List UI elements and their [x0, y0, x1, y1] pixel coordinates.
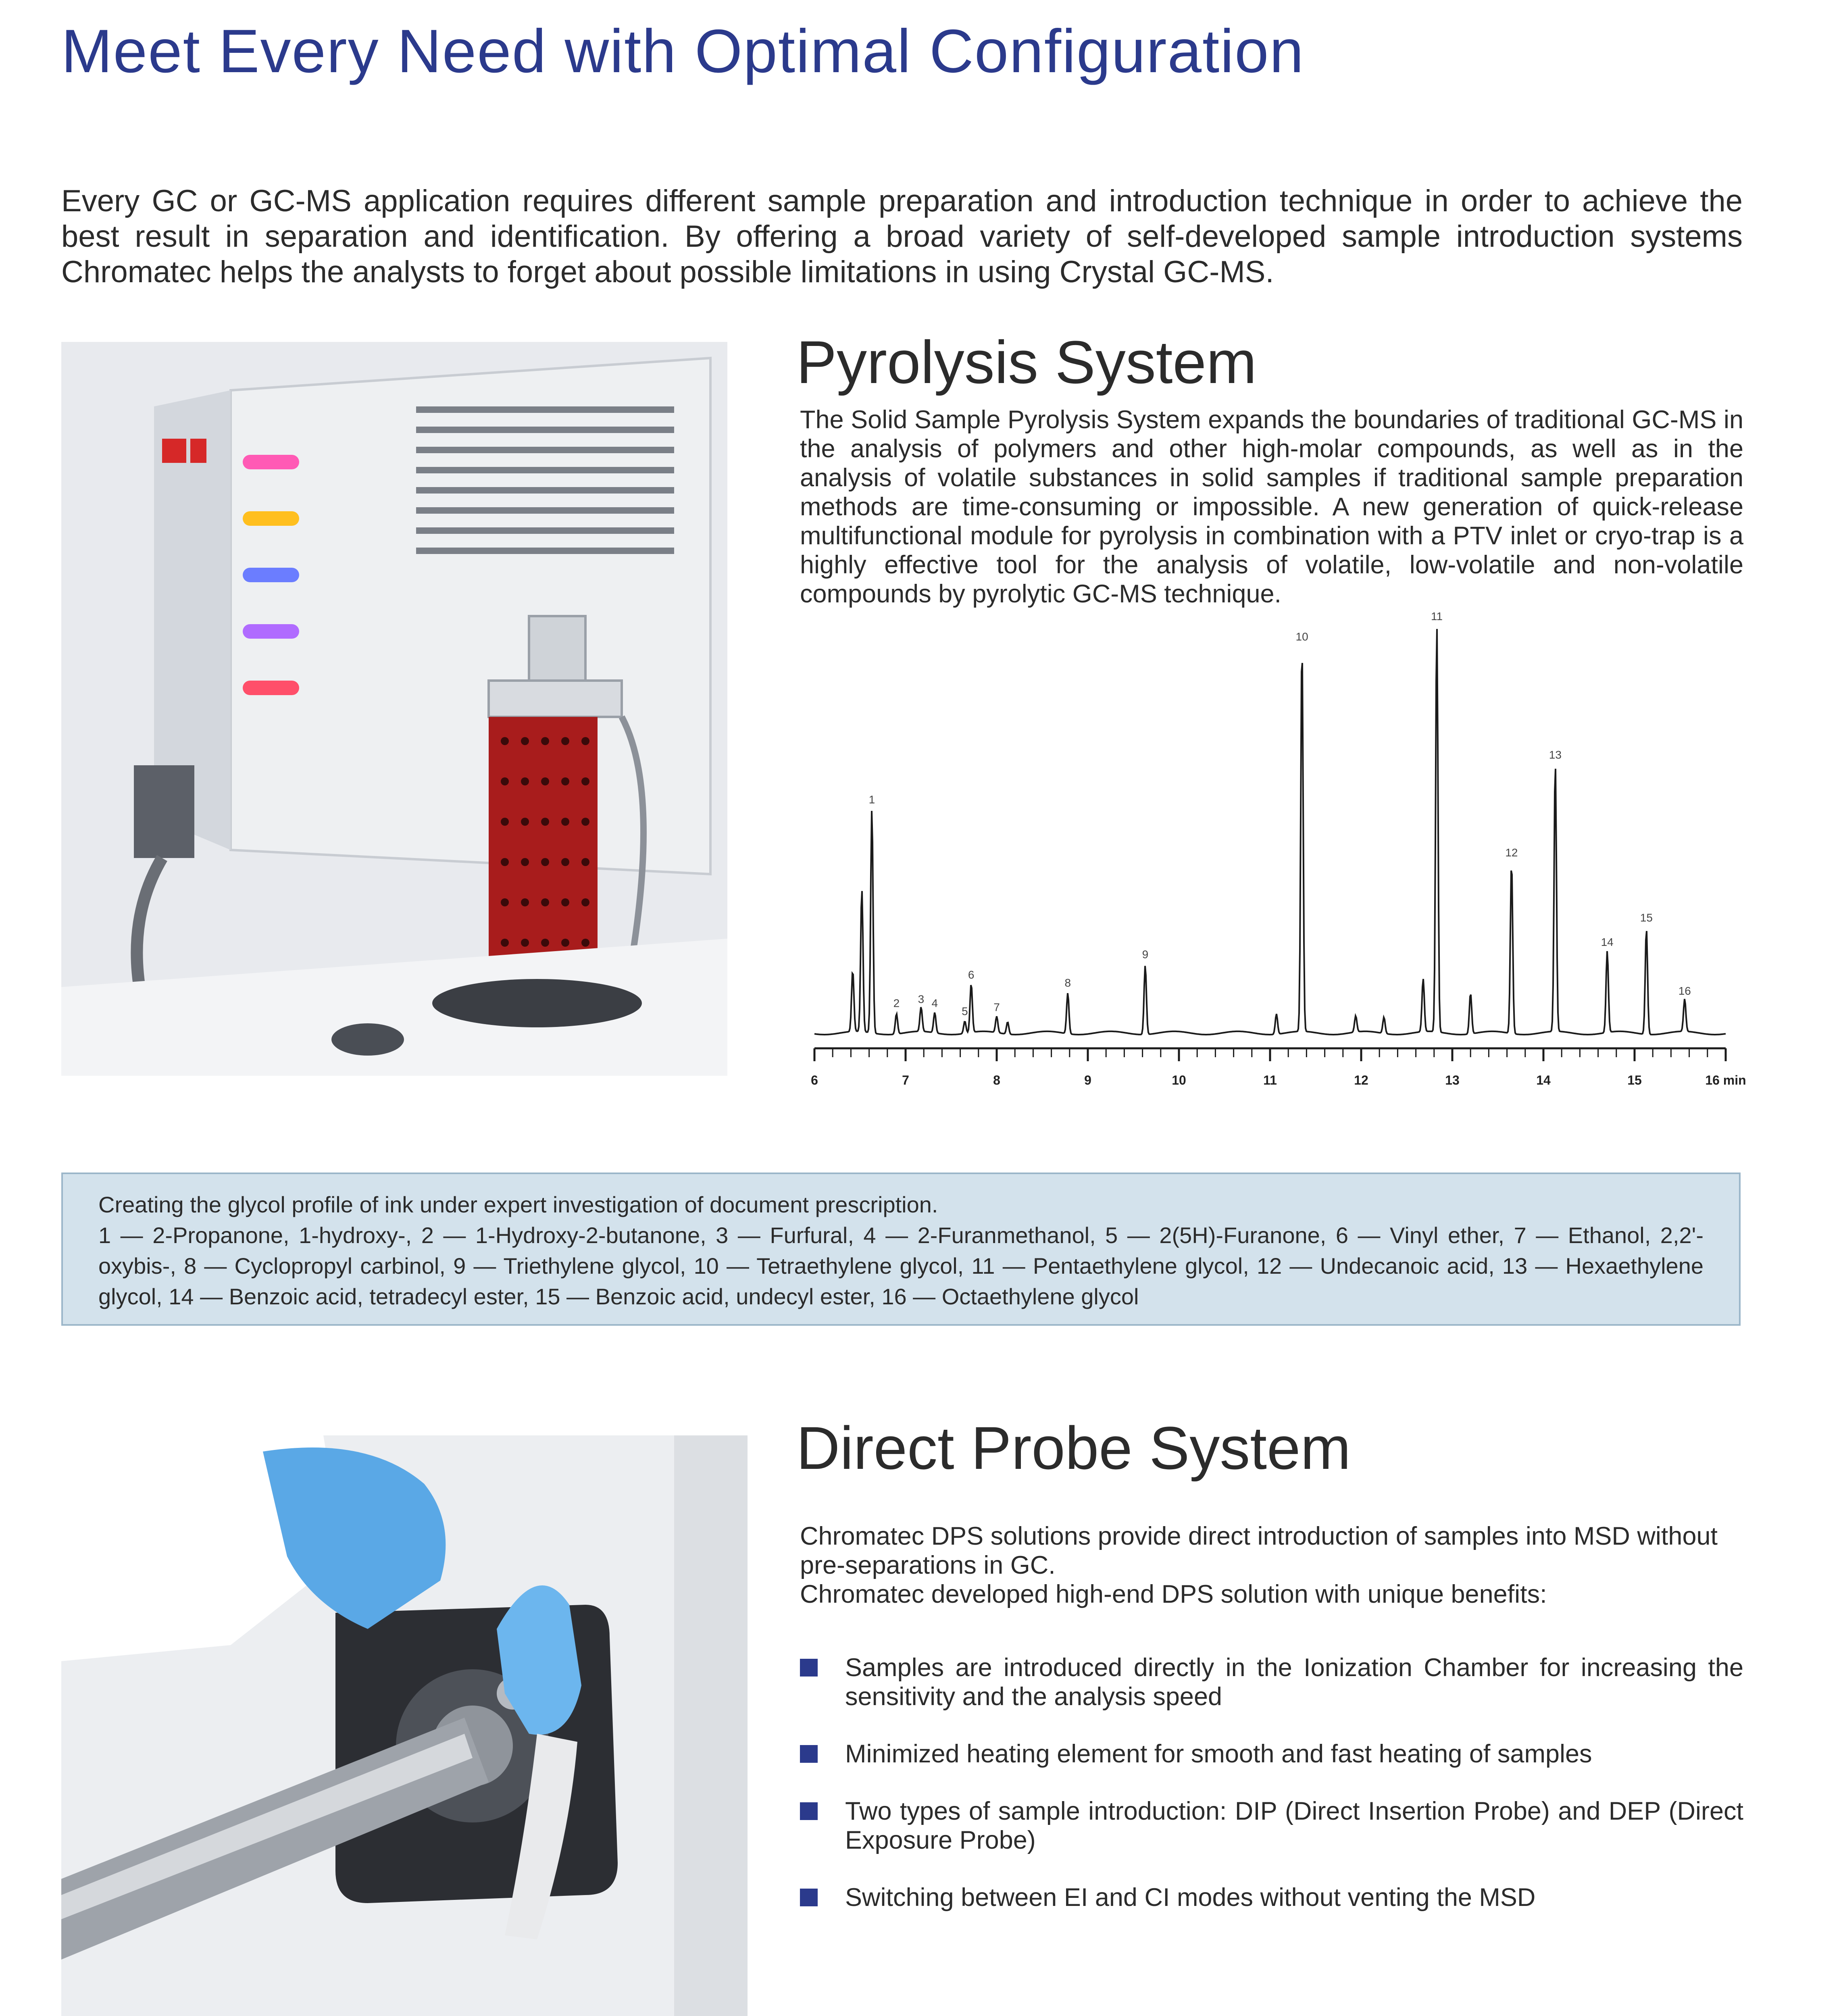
benefit-item: Samples are introduced directly in the Ionization Chamber for increasing the sensitivity and the analysis speed: [800, 1653, 1743, 1711]
chromatogram-legend: [61, 1173, 1741, 1326]
peak-label: 15: [1640, 911, 1653, 924]
x-tick-label: 15: [1627, 1073, 1642, 1087]
peak-label: 8: [1064, 977, 1071, 989]
bullet-square-icon: [800, 1745, 818, 1763]
peak-label: 13: [1549, 748, 1562, 761]
peak-label: 3: [918, 993, 925, 1006]
page-title: Meet Every Need with Optimal Configuration: [61, 17, 1305, 85]
peak-label: 9: [1142, 948, 1149, 961]
x-tick-label: 7: [902, 1073, 909, 1087]
x-tick-label: 6: [811, 1073, 818, 1087]
peak-label: 14: [1601, 936, 1614, 948]
peak-label: 12: [1505, 846, 1518, 859]
pyrolysis-instrument-photo: [61, 342, 727, 1076]
benefit-item: Two types of sample introduction: DIP (Direct Insertion Probe) and DEP (Direct Exposure Probe): [800, 1797, 1743, 1855]
peak-label: 11: [1431, 610, 1443, 623]
peak-label: 7: [993, 1001, 1000, 1014]
x-tick-label: 14: [1536, 1073, 1551, 1087]
intro-paragraph: Every GC or GC-MS application requires different sample preparation and introduction technique in order to achieve the best result in separation and identification. By offering a broad variety of self-developed sample introduction systems Chromatec helps the analysts to forget about possible limitations in using Crystal GC-MS.: [61, 184, 1743, 289]
peak-label: 2: [893, 997, 900, 1010]
direct-probe-photo: [61, 1435, 748, 2016]
direct-probe-title: Direct Probe System: [796, 1414, 1351, 1482]
bullet-square-icon: [800, 1659, 818, 1677]
direct-probe-body-2: Chromatec developed high-end DPS solution with unique benefits:: [800, 1580, 1547, 1608]
peak-label: 4: [931, 997, 938, 1010]
bullet-square-icon: [800, 1889, 818, 1906]
bullet-square-icon: [800, 1802, 818, 1820]
direct-probe-body-1: Chromatec DPS solutions provide direct introduction of samples into MSD without pre-separations in GC.: [800, 1522, 1718, 1579]
peak-label: 6: [968, 968, 975, 981]
chromatogram-trace: [814, 629, 1726, 1035]
pyrolysis-body: The Solid Sample Pyrolysis System expands the boundaries of traditional GC-MS in the analysis of polymers and other high-molar compounds, as well as in the analysis of volatile substances in solid samples if traditional sample preparation methods are time-consuming or impossible. A new generation of quick-release multifunctional module for pyrolysis in combination with a PTV inlet or cryo-trap is a highly effective tool for the analysis of volatile, low-volatile and non-volatile compounds by pyrolytic GC-MS technique.: [800, 406, 1743, 608]
legend-peak-list: 1 — 2-Propanone, 1-hydroxy-, 2 — 1-Hydroxy-2-butanone, 3 — Furfural, 4 — 2-Furanmethanol, 5 — 2(5H)-Furanone, 6 — Vinyl ether, 7 — Ethanol, 2,2'-oxybis-, 8 — Cyclopropyl carbinol, 9 — Triethylene glycol, 10 — Tetraethylene glycol, 11 — Pentaethylene glycol, 12 — Undecanoic acid, 13 — Hexaethylene glycol, 14 — Benzoic acid, tetradecyl ester, 15 — Benzoic acid, undecyl ester, 16 — Octaethylene glycol: [98, 1223, 1703, 1309]
x-tick-label: 9: [1084, 1073, 1091, 1087]
x-tick-label: 12: [1354, 1073, 1368, 1087]
benefit-item: Minimized heating element for smooth and fast heating of samples: [800, 1739, 1743, 1768]
peak-label: 1: [868, 793, 875, 806]
x-tick-label: 11: [1263, 1073, 1277, 1087]
legend-caption: Creating the glycol profile of ink under expert investigation of document prescription.: [98, 1192, 938, 1217]
x-tick-label: 16 min: [1705, 1073, 1746, 1087]
peak-label: 16: [1678, 985, 1691, 998]
benefits-list: [800, 1653, 1743, 1940]
pyrolysis-title: Pyrolysis System: [796, 328, 1257, 396]
x-tick-label: 13: [1445, 1073, 1460, 1087]
benefit-item: Switching between EI and CI modes without venting the MSD: [800, 1883, 1743, 1912]
peak-label: 5: [962, 1005, 968, 1018]
peak-label: 10: [1295, 630, 1308, 643]
x-tick-label: 8: [993, 1073, 1000, 1087]
chromatogram-chart: [802, 605, 1770, 1109]
x-tick-label: 10: [1172, 1073, 1186, 1087]
